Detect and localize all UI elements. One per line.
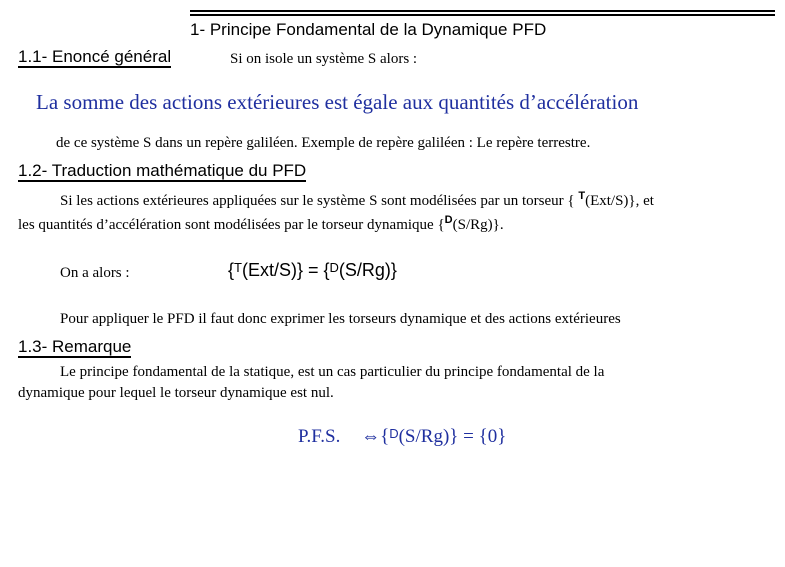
translation-line-1-end: (Ext/S)}, et (585, 193, 654, 209)
eq-open: { (228, 260, 235, 280)
remark-line-2: dynamique pour lequel le torseur dynamique est nul. (18, 385, 334, 401)
pfs-label: P.F.S. (298, 426, 341, 447)
translation-line-2-end: (S/Rg)}. (452, 217, 504, 233)
translation-line-1-text: Si les actions extérieures appliquées sur le système S sont modélisées par un torseur { (60, 193, 575, 209)
eq-middle: (Ext/S)} = { (241, 260, 330, 280)
section-heading-1-1: 1.1- Enoncé général (18, 47, 172, 66)
top-rule-2 (190, 14, 775, 16)
eq-t-symbol: T (234, 260, 242, 275)
translation-line-2 (18, 214, 504, 234)
pfs-equation (298, 426, 506, 448)
top-rule-1 (190, 10, 775, 12)
torseur-d-symbol: D (444, 214, 453, 226)
pfs-d-symbol: D (389, 426, 399, 441)
remark-line-1: Le principe fondamental de la statique, est un cas particulier du principe fondamental de la (60, 364, 605, 380)
torseur-t-symbol: T (578, 190, 586, 202)
section-1-1-intro: Si on isole un système S alors : (230, 51, 418, 67)
section-heading-1-3: 1.3- Remarque (18, 337, 132, 356)
pfd-equation (228, 260, 397, 281)
section-heading-1-2: 1.2- Traduction mathématique du PFD (18, 161, 307, 180)
eq-d-symbol: D (329, 260, 339, 275)
eq-end: (S/Rg)} (338, 260, 397, 280)
page-title: 1- Principe Fondamental de la Dynamique PFD (190, 20, 547, 39)
apply-pfd-text: Pour appliquer le PFD il faut donc exprimer les torseurs dynamique et des actions extérieures (60, 311, 621, 327)
on-a-alors-label: On a alors : (60, 265, 130, 281)
pfd-statement: La somme des actions extérieures est égale aux quantités d’accélération (36, 90, 639, 114)
pfs-end: (S/Rg)} = {0} (398, 426, 507, 447)
pfd-statement-continued: de ce système S dans un repère galiléen. Exemple de repère galiléen : Le repère terrestre. (56, 135, 591, 151)
translation-line-1 (60, 190, 654, 210)
pfs-open: { (380, 426, 390, 447)
equivalence-arrow-icon: ⇔ (361, 426, 381, 447)
translation-line-2-text: les quantités d’accélération sont modélisées par le torseur dynamique { (18, 217, 445, 233)
